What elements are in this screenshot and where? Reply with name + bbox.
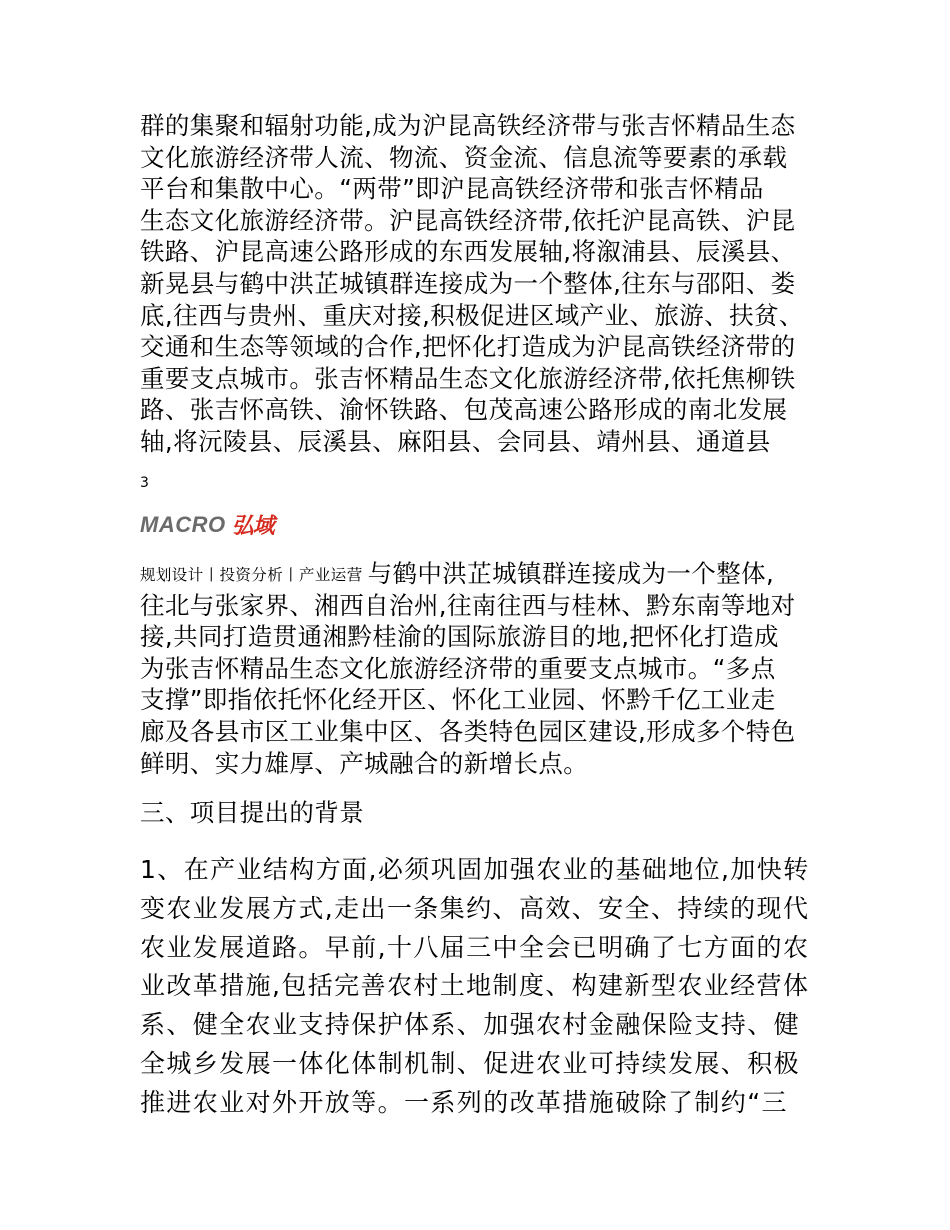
text-line: 新晃县与鹤中洪芷城镇群连接成为一个整体,往东与邵阳、娄 (140, 268, 796, 298)
text-line: 平台和集散中心。“两带”即沪昆高铁经济带和张吉怀精品 (140, 174, 764, 204)
text-line-start: 与鹤中洪芷城镇群连接成为一个整体, (367, 559, 775, 588)
text-line: 系、健全农业支持保护体系、加强农村金融保险支持、健 (140, 1010, 801, 1040)
text-line: 群的集聚和辐射功能,成为沪昆高铁经济带与张吉怀精品生态 (140, 111, 796, 140)
text-line: 路、张吉怀高铁、渝怀铁路、包茂高速公路形成的南北发展 (140, 395, 788, 425)
text-line: 交通和生态等领域的合作,把怀化打造成为沪昆高铁经济带的 (140, 332, 796, 362)
text-line: 重要支点城市。张吉怀精品生态文化旅游经济带,依托焦柳铁 (140, 363, 796, 393)
text-line: 廊及各县市区工业集中区、各类特色园区建设,形成多个特色 (140, 716, 796, 746)
text-line: 文化旅游经济带人流、物流、资金流、信息流等要素的承载 (140, 142, 788, 172)
text-line: 生态文化旅游经济带。沪昆高铁经济带,依托沪昆高铁、沪昆 (140, 205, 796, 235)
text-line: 往北与张家界、湘西自治州,往南往西与桂林、黔东南等地对 (140, 590, 796, 620)
paragraph-1 (140, 110, 820, 458)
logo-macro-text: MACRO (140, 511, 226, 537)
section-heading: 三、项目提出的背景 (140, 798, 365, 827)
text-line: 农业发展道路。早前,十八届三中全会已明确了七方面的农 (140, 932, 810, 962)
text-line: 接,共同打造贯通湘黔桂渝的国际旅游目的地,把怀化打造成 (140, 622, 779, 652)
text-line: 变农业发展方式,走出一条集约、高效、安全、持续的现代 (140, 893, 810, 923)
header-tagline: 规划设计丨投资分析丨产业运营 (140, 566, 363, 584)
paragraph-3 (140, 851, 820, 1123)
text-line-with-tagline (140, 558, 820, 590)
text-line: 轴,将沅陵县、辰溪县、麻阳县、会同县、靖州县、通道县 (140, 426, 771, 456)
text-line: 为张吉怀精品生态文化旅游经济带的重要支点城市。“多点 (140, 653, 776, 683)
company-logo (140, 509, 274, 540)
text-line: 全城乡发展一体化体制机制、促进农业可持续发展、积极 (140, 1048, 801, 1078)
paragraph-2 (140, 558, 820, 779)
logo-mark: 弘域 (231, 514, 274, 539)
text-line: 铁路、沪昆高速公路形成的东西发展轴,将溆浦县、辰溪县、 (140, 237, 796, 267)
text-line: 鲜明、实力雄厚、产城融合的新增长点。 (140, 748, 589, 778)
page-number: 3 (140, 475, 149, 491)
text-line: 底,往西与贵州、重庆对接,积极促进区域产业、旅游、扶贫、 (140, 300, 804, 330)
text-line: 支撑”即指依托怀化经开区、怀化工业园、怀黔千亿工业走 (140, 685, 776, 715)
text-line: 1、在产业结构方面,必须巩固加强农业的基础地位,加快转 (140, 855, 810, 884)
text-line: 推进农业对外开放等。一系列的改革措施破除了制约“三 (140, 1087, 788, 1117)
text-line: 业改革措施,包括完善农村土地制度、构建新型农业经营体 (140, 971, 810, 1001)
